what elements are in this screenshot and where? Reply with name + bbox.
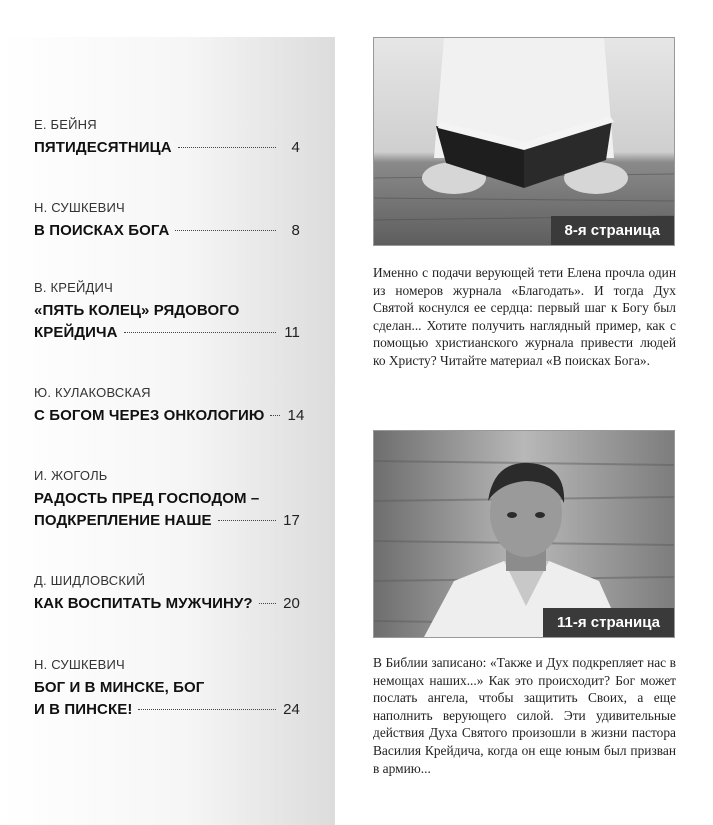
toc-title-line: РАДОСТЬ ПРЕД ГОСПОДОМ –: [34, 490, 260, 507]
table-of-contents: [0, 37, 335, 825]
toc-author: Д. ШИДЛОВСКИЙ: [34, 573, 146, 588]
book-photo-illustration: [374, 38, 674, 245]
toc-page-number: 14: [287, 407, 305, 424]
toc-page-number: 4: [291, 139, 300, 156]
leader-dots: [124, 332, 276, 333]
toc-author: Н. СУШКЕВИЧ: [34, 657, 125, 672]
feature-description: В Библии записано: «Также и Дух подкрепляет нас в немощах наших...» Как это происходит? Бог может послать ангела, чтобы защитить Своих, а еще наполнить верующего силой. Эти удивительные действия Духа Святого произошли в жизни пастора Василия Крейдича, когда он еще юным был призван в армию...: [373, 655, 676, 776]
toc-entry[interactable]: [34, 657, 300, 721]
toc-author: И. ЖОГОЛЬ: [34, 468, 108, 483]
leader-dots: [178, 147, 276, 148]
toc-page-number: 8: [291, 222, 300, 239]
toc-author: В. КРЕЙДИЧ: [34, 280, 113, 295]
feature-description: Именно с подачи верующей тети Елена прочла один из номеров журнала «Благодать». И тогда Дух Святой коснулся ее сердца: первый шаг к Богу был сделан... Хотите получить наглядный пример, как с помощью христианского журнала привести людей ко Христу? Читайте материал «В поисках Бога».: [373, 265, 676, 368]
toc-entry[interactable]: [34, 280, 300, 344]
toc-page-number: 17: [283, 512, 300, 529]
toc-entry[interactable]: [34, 385, 305, 427]
toc-page-number: 11: [284, 324, 300, 341]
toc-title: КАК ВОСПИТАТЬ МУЖЧИНУ?: [34, 595, 253, 612]
toc-page-number: 20: [283, 595, 300, 612]
toc-title: В ПОИСКАХ БОГА: [34, 222, 170, 239]
young-man-portrait-photo: [373, 430, 675, 638]
toc-author: Е. БЕЙНЯ: [34, 117, 97, 132]
toc-title-line: «ПЯТЬ КОЛЕЦ» РЯДОВОГО: [34, 302, 240, 319]
leader-dots: [218, 520, 276, 521]
toc-entry[interactable]: [34, 468, 300, 532]
toc-title-line: БОГ И В МИНСКЕ, БОГ: [34, 679, 205, 696]
leader-dots: [138, 709, 276, 710]
toc-title: КРЕЙДИЧА: [34, 324, 118, 341]
leader-dots: [259, 603, 276, 604]
toc-title: И В ПИНСКЕ!: [34, 701, 133, 718]
toc-author: Н. СУШКЕВИЧ: [34, 200, 125, 215]
page-label-tag: 8-я страница: [551, 216, 674, 245]
toc-entry[interactable]: [34, 573, 300, 615]
toc-entry[interactable]: [34, 117, 300, 159]
toc-entry[interactable]: [34, 200, 300, 242]
toc-page-number: 24: [283, 701, 300, 718]
leader-dots: [270, 415, 280, 416]
toc-title: ПЯТИДЕСЯТНИЦА: [34, 139, 172, 156]
toc-title: С БОГОМ ЧЕРЕЗ ОНКОЛОГИЮ: [34, 407, 265, 424]
hands-holding-book-photo: [373, 37, 675, 246]
portrait-illustration: [374, 431, 674, 637]
page-label-tag: 11-я страница: [543, 608, 674, 637]
leader-dots: [175, 230, 276, 231]
toc-title: ПОДКРЕПЛЕНИЕ НАШЕ: [34, 512, 212, 529]
toc-author: Ю. КУЛАКОВСКАЯ: [34, 385, 151, 400]
